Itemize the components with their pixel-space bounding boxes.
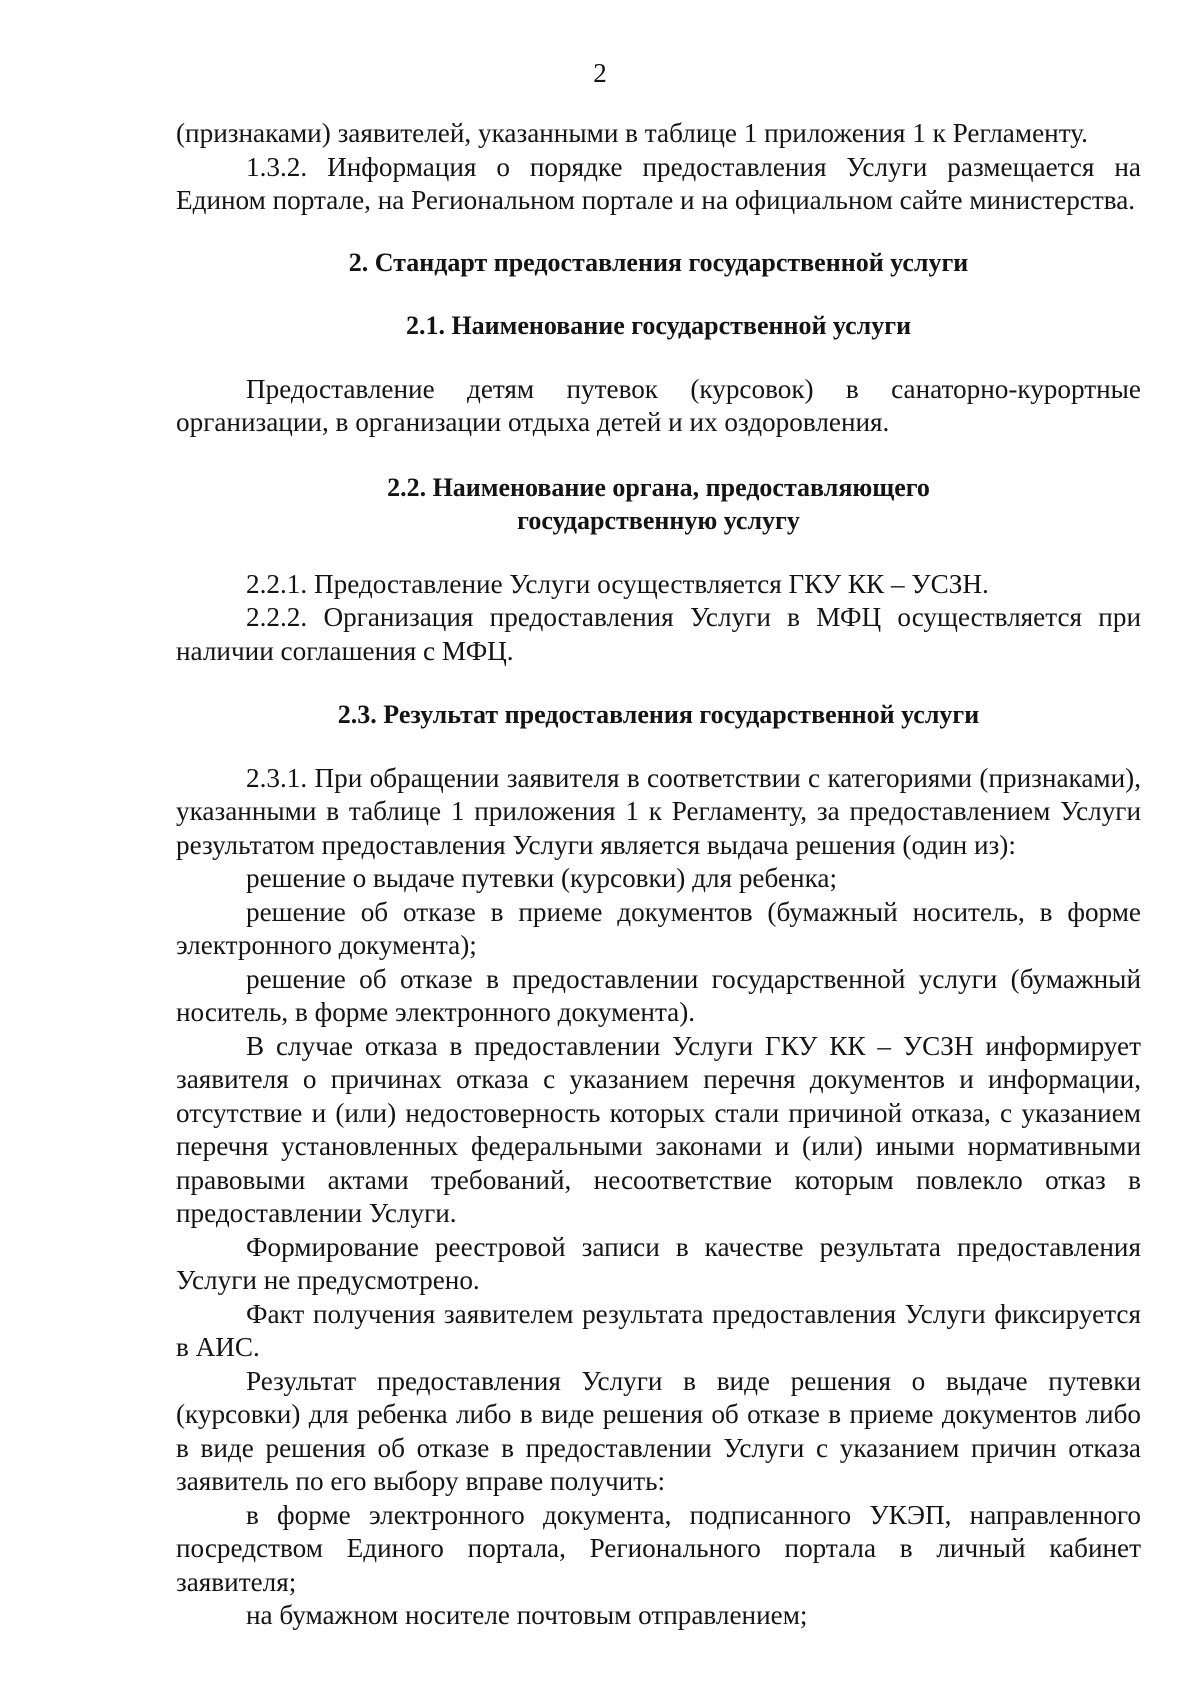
paragraph-2-2-1: 2.2.1. Предоставление Услуги осуществляется ГКУ КК – УСЗН. (246, 568, 989, 599)
paragraph-paper: на бумажном носителе почтовым отправлением; (246, 1600, 808, 1630)
section-heading-2: 2. Стандарт предоставления государственной услуги (348, 247, 969, 277)
paragraph-2-2-2: 2.2.2. Организация предоставления Услуги в МФЦ осуществляется при наличии соглашения с МФЦ. (176, 602, 1141, 666)
paragraph-fact: Факт получения заявителем результата предоставления Услуги фиксируется в АИС. (176, 1298, 1141, 1362)
paragraph-1-3-2: 1.3.2. Информация о порядке предоставления Услуги размещается на Едином портале, на Региональном портале и на официальном сайте министерства. (176, 151, 1141, 215)
paragraph-refusal: В случае отказа в предоставлении Услуги ГКУ КК – УСЗН информирует заявителя о причинах отказа с указанием перечня документов и информации, отсутствие и (или) недостоверность которых стали причиной отказа, с указанием перечня установленных федеральными законами и (или) иными нормативными правовыми актами требований, несоответствие которым повлекло отказ в предоставлении Услуги. (176, 1030, 1141, 1228)
section-heading-2-2-line1: 2.2. Наименование органа, предоставляющего (387, 472, 930, 502)
section-heading-2-2 (176, 471, 1141, 538)
section-heading-2-3: 2.3. Результат предоставления государственной услуги (337, 700, 980, 729)
section-heading-2-2-line2: государственную услугу (517, 506, 800, 535)
paragraph-electronic: в форме электронного документа, подписанного УКЭП, направленного посредством Единого портала, Регионального портала в личный кабинет заявителя; (176, 1499, 1141, 1597)
continuation-text: (признаками) заявителей, указанными в таблице 1 приложения 1 к Регламенту. (176, 118, 1088, 148)
decision-item-1: решение о выдаче путевки (курсовки) для ребенка; (246, 863, 837, 893)
paragraph-2-3-1: 2.3.1. При обращении заявителя в соответствии с категориями (признаками), указанными в таблице 1 приложения 1 к Регламенту, за предоставлением Услуги результатом предоставления Услуги является выдача решения (один из): (176, 762, 1141, 860)
decision-item-2: решение об отказе в приеме документов (бумажный носитель, в форме электронного документа); (176, 896, 1141, 960)
paragraph-registry: Формирование реестровой записи в качестве результата предоставления Услуги не предусмотрено. (176, 1231, 1141, 1295)
decision-item-3: решение об отказе в предоставлении государственной услуги (бумажный носитель, в форме электронного документа). (176, 963, 1141, 1027)
document-body (176, 117, 1141, 1633)
paragraph-2-1: Предоставление детям путевок (курсовок) в санаторно-курортные организации, в организации отдыха детей и их оздоровления. (176, 373, 1141, 437)
page-number: 2 (593, 58, 607, 88)
paragraph-result: Результат предоставления Услуги в виде решения о выдаче путевки (курсовки) для ребенка либо в виде решения об отказе в приеме документов либо в виде решения об отказе в предоставлении Услуги с указанием причин отказа заявитель по его выбору вправе получить: (176, 1365, 1141, 1496)
section-heading-2-1: 2.1. Наименование государственной услуги (405, 311, 912, 340)
